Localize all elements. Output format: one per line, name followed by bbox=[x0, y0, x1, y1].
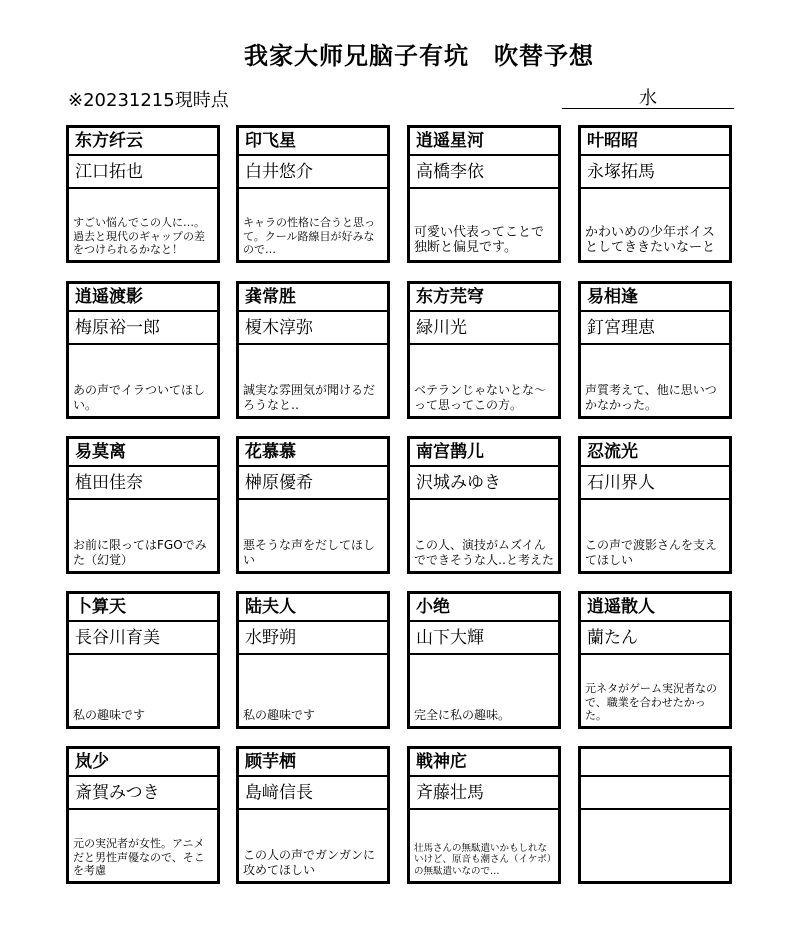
character-name: 忍流光 bbox=[581, 439, 729, 467]
attribute-field bbox=[562, 84, 734, 109]
voice-actor: 石川界人 bbox=[581, 467, 729, 500]
comment: この声で渡影さんを支えてほしい bbox=[585, 538, 718, 567]
character-name: 叶昭昭 bbox=[581, 128, 729, 156]
cast-card bbox=[66, 436, 220, 574]
voice-actor: 長谷川育美 bbox=[69, 622, 217, 655]
comment: 誠実な雰囲気が聞けるだろうなと‥ bbox=[243, 383, 376, 412]
character-name: 陆夫人 bbox=[239, 594, 387, 622]
character-name: 易莫离 bbox=[69, 439, 217, 467]
page-title: 我家大师兄脑子有坑 吹替予想 bbox=[244, 42, 594, 70]
character-name: 印飞星 bbox=[239, 128, 387, 156]
cast-card bbox=[407, 746, 561, 884]
comment: 元ネタがゲーム実況者なので、職業を合わせたかった。 bbox=[585, 682, 717, 722]
voice-actor: 江口拓也 bbox=[69, 156, 217, 189]
comment: すごい悩んでこの人に…。過去と現代のギャップの差をつけられるかなと！ bbox=[73, 216, 205, 256]
comment: ベテランじゃないとな〜って思ってこの方。 bbox=[414, 383, 547, 412]
character-name: 南宫鹊儿 bbox=[410, 439, 558, 467]
cast-card bbox=[578, 281, 732, 419]
voice-actor: 植田佳奈 bbox=[69, 467, 217, 500]
voice-actor: 榎木淳弥 bbox=[239, 312, 387, 345]
character-name: 东方纤云 bbox=[69, 128, 217, 156]
date-note: ※20231215現時点 bbox=[68, 90, 229, 111]
comment: かわいめの少年ボイスとしてききたいなーと bbox=[585, 224, 716, 256]
voice-actor: 斉藤壮馬 bbox=[410, 777, 558, 810]
cast-card bbox=[236, 436, 390, 574]
voice-actor: 沢城みゆき bbox=[410, 467, 558, 500]
cast-card bbox=[236, 125, 390, 263]
voice-actor: 釘宮理恵 bbox=[581, 312, 729, 345]
voice-actor: 山下大輝 bbox=[410, 622, 558, 655]
voice-actor: 梅原裕一郎 bbox=[69, 312, 217, 345]
voice-actor: 蘭たん bbox=[581, 622, 729, 655]
character-name: 小绝 bbox=[410, 594, 558, 622]
comment: 可愛い代表ってことで独断と偏見です。 bbox=[414, 224, 545, 256]
character-name: 卜算天 bbox=[69, 594, 217, 622]
comment: お前に限ってはFGOでみた（幻覚） bbox=[73, 538, 207, 567]
comment: 私の趣味です bbox=[73, 707, 146, 722]
character-name: 花慕慕 bbox=[239, 439, 387, 467]
character-name: 东方芫穹 bbox=[410, 284, 558, 312]
character-name: 逍遥星河 bbox=[410, 128, 558, 156]
character-name: 顾芋栖 bbox=[239, 749, 387, 777]
comment: 壮馬さんの無駄遣いかもしれないけど、原音も潮さん（イケボ）の無駄遣いなので… bbox=[414, 842, 552, 877]
comment: あの声でイラついてほしい。 bbox=[73, 383, 206, 412]
cast-card bbox=[66, 591, 220, 729]
voice-actor: 斎賀みつき bbox=[69, 777, 217, 810]
cast-card bbox=[578, 591, 732, 729]
voice-actor: 島﨑信長 bbox=[239, 777, 387, 810]
voice-actor: 高橋李依 bbox=[410, 156, 558, 189]
cast-card bbox=[407, 436, 561, 574]
character-name: 岚少 bbox=[69, 749, 217, 777]
comment: 声質考えて、他に思いつかなかった。 bbox=[585, 383, 717, 412]
voice-actor: 緑川光 bbox=[410, 312, 558, 345]
cast-card bbox=[66, 746, 220, 884]
comment: この人の声でガンガンに攻めてほしい bbox=[243, 848, 376, 877]
character-name bbox=[581, 749, 729, 777]
cast-card bbox=[236, 281, 390, 419]
voice-actor: 永塚拓馬 bbox=[581, 156, 729, 189]
character-name: 戦神庀 bbox=[410, 749, 558, 777]
voice-actor bbox=[581, 777, 729, 810]
voice-actor: 水野朔 bbox=[239, 622, 387, 655]
comment: この人、演技がムズイんでできそうな人‥と考えた bbox=[414, 538, 555, 567]
comment: 完全に私の趣味。 bbox=[414, 707, 511, 722]
character-name: 易相逢 bbox=[581, 284, 729, 312]
cast-card bbox=[407, 281, 561, 419]
attribute-value: 水 bbox=[639, 88, 657, 109]
cast-card bbox=[407, 125, 561, 263]
character-name: 龚常胜 bbox=[239, 284, 387, 312]
voice-actor: 白井悠介 bbox=[239, 156, 387, 189]
cast-card bbox=[66, 281, 220, 419]
comment: 私の趣味です bbox=[243, 707, 316, 722]
comment: 元の実況者が女性。アニメだと男性声優なので、そこを考慮 bbox=[73, 837, 205, 877]
cast-card bbox=[236, 746, 390, 884]
cast-card bbox=[236, 591, 390, 729]
cast-card bbox=[578, 436, 732, 574]
character-name: 逍遥渡影 bbox=[69, 284, 217, 312]
cast-card bbox=[578, 125, 732, 263]
comment: 悪そうな声をだしてほしい bbox=[243, 538, 376, 567]
voice-actor: 榊原優希 bbox=[239, 467, 387, 500]
cast-card bbox=[66, 125, 220, 263]
cast-card bbox=[407, 591, 561, 729]
character-name: 逍遥散人 bbox=[581, 594, 729, 622]
comment: キャラの性格に合うと思って。クール路線目が好みなので… bbox=[243, 216, 375, 256]
cast-card-empty bbox=[578, 746, 732, 884]
